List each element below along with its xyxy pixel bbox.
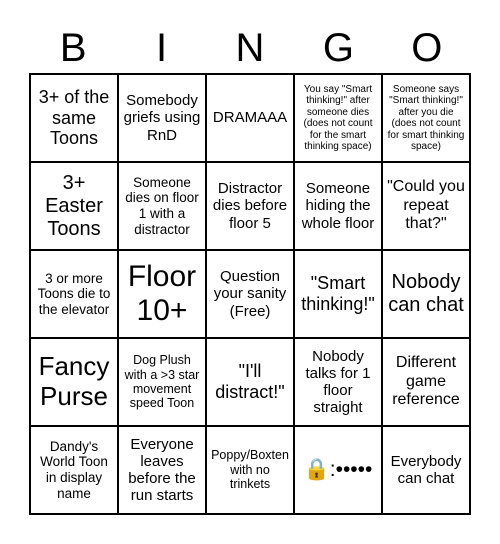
bingo-cell[interactable]: Distractor dies before floor 5	[206, 162, 294, 250]
bingo-cell[interactable]: DRAMAAA	[206, 74, 294, 162]
header-letter-b: B	[59, 25, 87, 70]
bingo-cell[interactable]: Nobody talks for 1 floor straight	[294, 338, 382, 426]
bingo-cell[interactable]: "Could you repeat that?"	[382, 162, 470, 250]
bingo-cell[interactable]: Everyone leaves before the run starts	[118, 426, 206, 514]
bingo-cell[interactable]: 3+ of the same Toons	[30, 74, 118, 162]
header-letter-i: I	[156, 25, 168, 70]
bingo-cell[interactable]: 🔒:•••••	[294, 426, 382, 514]
header-letter-g: G	[322, 25, 354, 70]
bingo-cell[interactable]: Someone says "Smart thinking!" after you die (does not count for smart thinking space)	[382, 74, 470, 162]
bingo-cell[interactable]: Someone dies on floor 1 with a distractor	[118, 162, 206, 250]
bingo-cell[interactable]: Dandy's World Toon in display name	[30, 426, 118, 514]
bingo-cell[interactable]: Nobody can chat	[382, 250, 470, 338]
header-letter-o: O	[411, 25, 443, 70]
bingo-cell[interactable]: 3 or more Toons die to the elevator	[30, 250, 118, 338]
bingo-cell[interactable]: You say "Smart thinking!" after someone dies (does not count for the smart thinking space)	[294, 74, 382, 162]
bingo-cell[interactable]: Different game reference	[382, 338, 470, 426]
bingo-cell[interactable]: "I'll distract!"	[206, 338, 294, 426]
header-letter-n: N	[235, 25, 265, 70]
bingo-board	[29, 73, 471, 515]
bingo-header	[29, 22, 471, 74]
bingo-cell[interactable]: Someone hiding the whole floor	[294, 162, 382, 250]
bingo-cell[interactable]: Everybody can chat	[382, 426, 470, 514]
bingo-cell[interactable]: Somebody griefs using RnD	[118, 74, 206, 162]
bingo-cell[interactable]: 3+ Easter Toons	[30, 162, 118, 250]
bingo-cell[interactable]: "Smart thinking!"	[294, 250, 382, 338]
bingo-cell[interactable]: Poppy/Boxten with no trinkets	[206, 426, 294, 514]
bingo-cell[interactable]: Dog Plush with a >3 star movement speed Toon	[118, 338, 206, 426]
bingo-cell[interactable]: Question your sanity (Free)	[206, 250, 294, 338]
bingo-cell[interactable]: Fancy Purse	[30, 338, 118, 426]
bingo-cell[interactable]: Floor 10+	[118, 250, 206, 338]
